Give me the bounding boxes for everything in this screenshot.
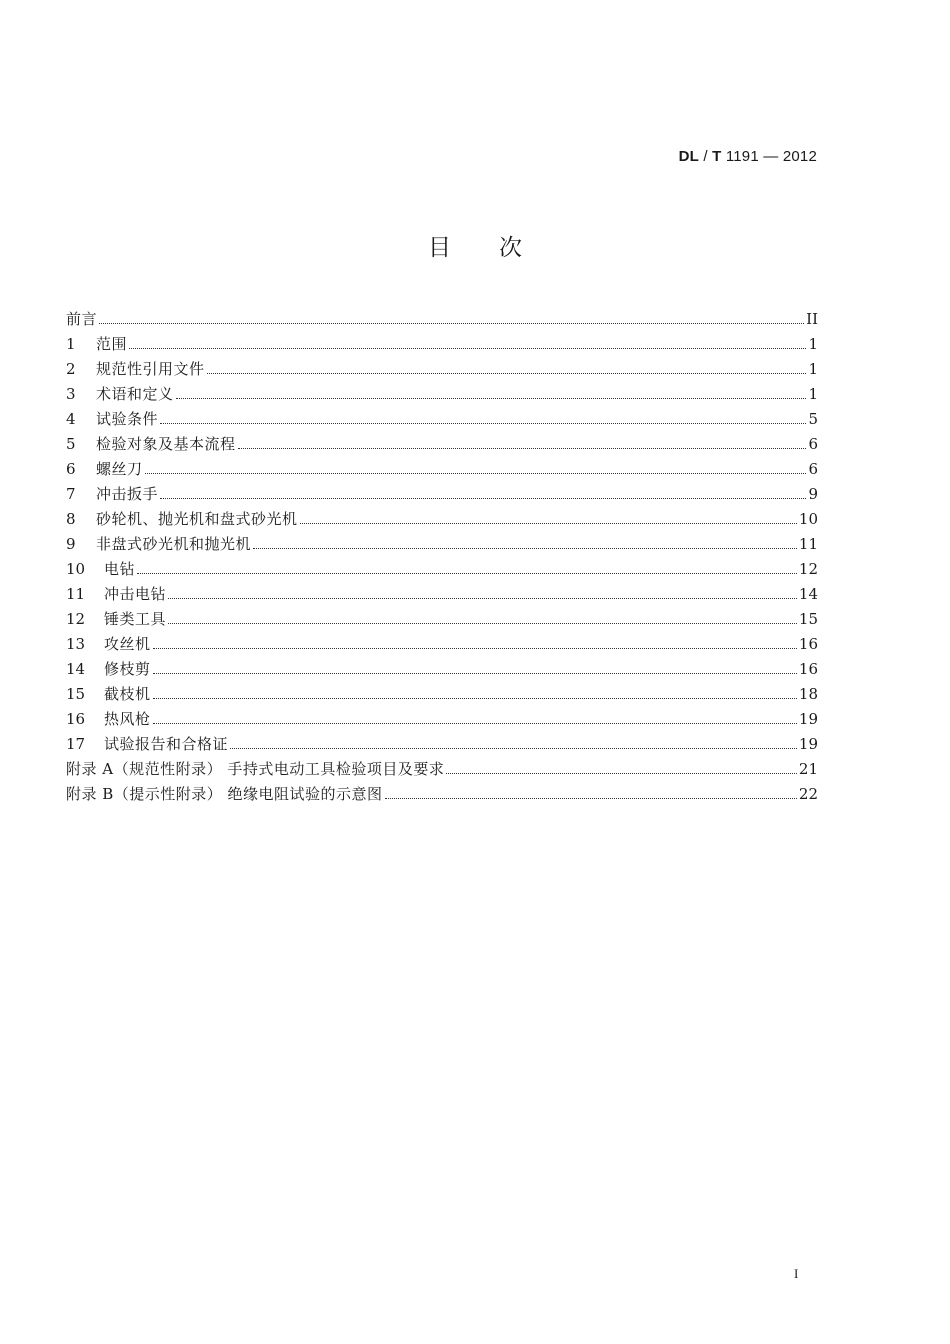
table-of-contents xyxy=(66,308,818,808)
toc-entry-page: 16 xyxy=(798,635,818,653)
toc-entry-label: 截枝机 xyxy=(104,685,151,703)
toc-entry-page: 18 xyxy=(798,685,818,703)
toc-entry[interactable] xyxy=(66,483,818,508)
toc-entry-number: 14 xyxy=(66,660,86,678)
standard-code xyxy=(679,148,817,165)
toc-entry-label: 术语和定义 xyxy=(96,385,174,403)
toc-entry[interactable] xyxy=(66,658,818,683)
toc-entry-number: 12 xyxy=(66,610,86,628)
toc-dot-leader xyxy=(99,322,804,324)
standard-separator: / xyxy=(698,148,713,165)
toc-entry[interactable] xyxy=(66,508,818,533)
toc-dot-leader xyxy=(153,647,797,649)
toc-dot-leader xyxy=(230,747,797,749)
toc-entry-page: 6 xyxy=(808,435,818,453)
toc-entry-number: 13 xyxy=(66,635,86,653)
toc-dot-leader xyxy=(300,522,797,524)
toc-entry[interactable] xyxy=(66,733,818,758)
toc-entry-number: 4 xyxy=(66,410,76,428)
toc-entry-page: 19 xyxy=(798,735,818,753)
standard-number: 1191 — 2012 xyxy=(721,148,817,165)
toc-entry-page: 11 xyxy=(798,535,818,553)
toc-entry-page: 14 xyxy=(798,585,818,603)
toc-entry-page: II xyxy=(806,310,818,328)
toc-entry-page: 16 xyxy=(798,660,818,678)
toc-entry-page: 5 xyxy=(808,410,818,428)
toc-entry-number: 2 xyxy=(66,360,76,378)
toc-entry-number: 8 xyxy=(66,510,76,528)
toc-dot-leader xyxy=(385,797,797,799)
toc-dot-leader xyxy=(145,472,806,474)
toc-entry-number: 5 xyxy=(66,435,76,453)
toc-dot-leader xyxy=(129,347,806,349)
toc-dot-leader xyxy=(168,597,797,599)
toc-entry-number: 7 xyxy=(66,485,76,503)
toc-entry[interactable] xyxy=(66,633,818,658)
toc-entry-page: 19 xyxy=(798,710,818,728)
toc-entry-label: 攻丝机 xyxy=(104,635,151,653)
toc-dot-leader xyxy=(153,697,797,699)
toc-dot-leader xyxy=(137,572,797,574)
toc-dot-leader xyxy=(153,722,797,724)
toc-entry-page: 6 xyxy=(808,460,818,478)
toc-dot-leader xyxy=(160,422,806,424)
toc-entry-number: 16 xyxy=(66,710,86,728)
toc-dot-leader xyxy=(153,672,797,674)
toc-entry-label: 砂轮机、抛光机和盘式砂光机 xyxy=(96,510,298,528)
toc-entry[interactable] xyxy=(66,708,818,733)
toc-entry-page: 22 xyxy=(798,785,818,803)
toc-entry[interactable] xyxy=(66,383,818,408)
toc-dot-leader xyxy=(207,372,806,374)
toc-entry-label: 锤类工具 xyxy=(104,610,167,628)
toc-entry[interactable] xyxy=(66,583,818,608)
toc-entry-label: 附录 A（规范性附录） 手持式电动工具检验项目及要求 xyxy=(66,760,445,778)
toc-entry-number: 11 xyxy=(66,585,86,603)
toc-entry[interactable] xyxy=(66,783,818,808)
toc-dot-leader xyxy=(168,622,797,624)
toc-dot-leader xyxy=(253,547,797,549)
toc-entry-label: 冲击扳手 xyxy=(96,485,159,503)
toc-entry[interactable] xyxy=(66,408,818,433)
toc-entry-number: 3 xyxy=(66,385,76,403)
toc-dot-leader xyxy=(160,497,806,499)
toc-entry-label: 试验条件 xyxy=(96,410,159,428)
toc-entry-page: 1 xyxy=(808,335,818,353)
toc-entry-number: 9 xyxy=(66,535,76,553)
toc-entry-page: 15 xyxy=(798,610,818,628)
toc-entry[interactable] xyxy=(66,433,818,458)
page-number: I xyxy=(794,1266,799,1281)
toc-entry-page: 1 xyxy=(808,360,818,378)
toc-dot-leader xyxy=(176,397,806,399)
toc-dot-leader xyxy=(238,447,806,449)
toc-entry[interactable] xyxy=(66,333,818,358)
toc-entry-page: 10 xyxy=(798,510,818,528)
toc-entry-page: 1 xyxy=(808,385,818,403)
toc-entry-label: 热风枪 xyxy=(104,710,151,728)
toc-entry[interactable] xyxy=(66,558,818,583)
toc-entry[interactable] xyxy=(66,458,818,483)
toc-entry-label: 范围 xyxy=(96,335,128,353)
standard-prefix: DL xyxy=(678,148,699,165)
toc-entry-page: 21 xyxy=(798,760,818,778)
toc-entry-label: 冲击电钻 xyxy=(104,585,167,603)
toc-entry-label: 螺丝刀 xyxy=(96,460,143,478)
toc-entry-number: 1 xyxy=(66,335,76,353)
toc-entry-page: 9 xyxy=(808,485,818,503)
toc-entry[interactable] xyxy=(66,308,818,333)
toc-entry-label: 前言 xyxy=(66,310,98,328)
standard-type: T xyxy=(712,148,722,165)
toc-entry-label: 试验报告和合格证 xyxy=(104,735,229,753)
toc-entry-number: 17 xyxy=(66,735,86,753)
toc-entry-number: 15 xyxy=(66,685,86,703)
toc-entry-label: 非盘式砂光机和抛光机 xyxy=(96,535,252,553)
toc-entry-label: 修枝剪 xyxy=(104,660,151,678)
toc-entry[interactable] xyxy=(66,608,818,633)
toc-entry-label: 检验对象及基本流程 xyxy=(96,435,236,453)
toc-entry[interactable] xyxy=(66,683,818,708)
page-title: 目次 xyxy=(428,235,570,261)
toc-entry-label: 规范性引用文件 xyxy=(96,360,205,378)
toc-entry[interactable] xyxy=(66,533,818,558)
toc-entry[interactable] xyxy=(66,758,818,783)
toc-entry[interactable] xyxy=(66,358,818,383)
toc-dot-leader xyxy=(446,772,797,774)
toc-entry-label: 电钻 xyxy=(104,560,136,578)
toc-entry-page: 12 xyxy=(798,560,818,578)
toc-entry-label: 附录 B（提示性附录） 绝缘电阻试验的示意图 xyxy=(66,785,383,803)
toc-entry-number: 6 xyxy=(66,460,76,478)
toc-entry-number: 10 xyxy=(66,560,86,578)
